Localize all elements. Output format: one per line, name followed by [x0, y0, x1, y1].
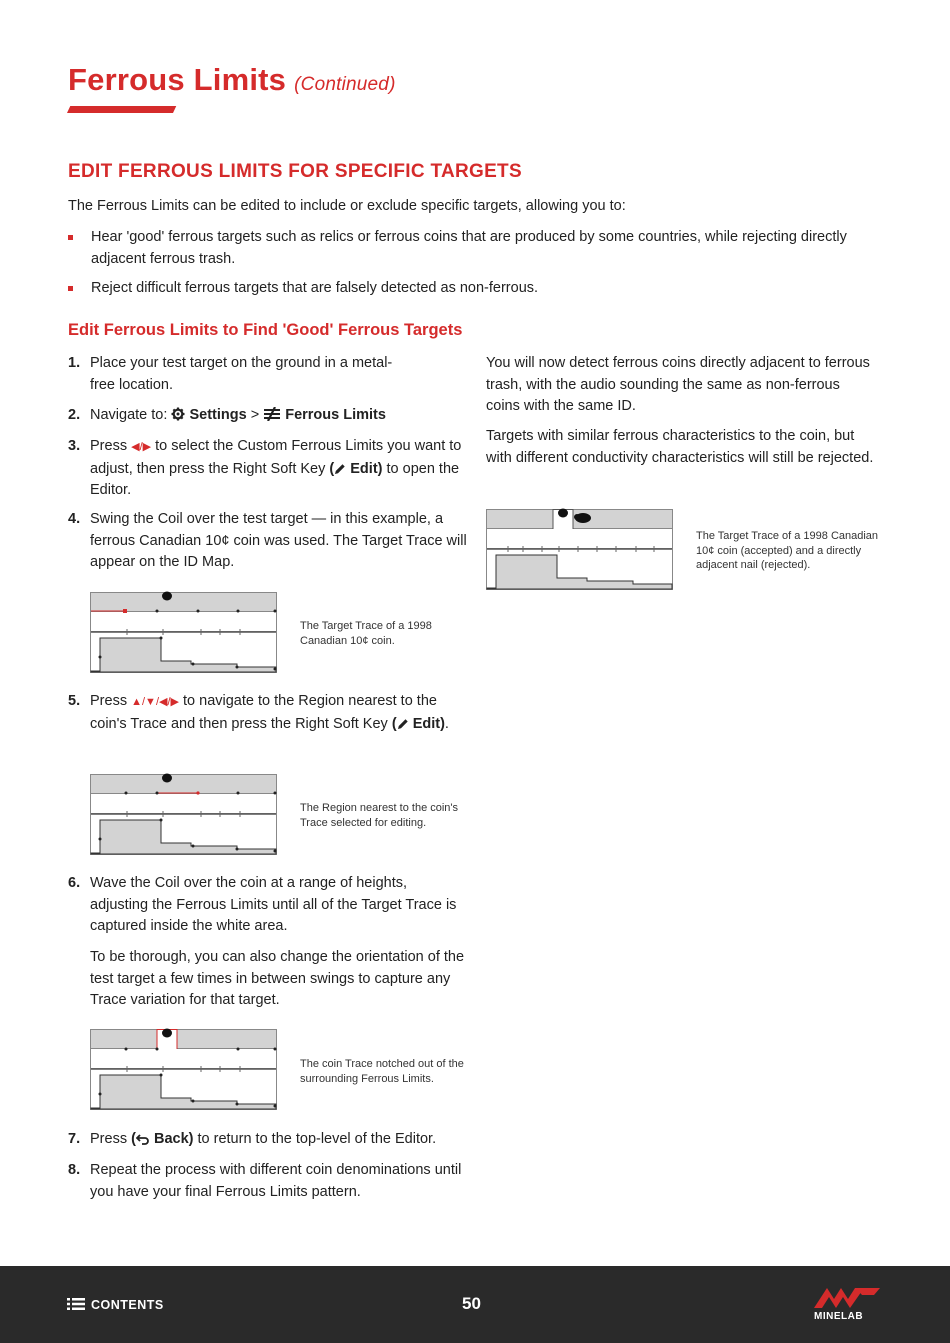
key-bracket: ( — [329, 460, 335, 477]
right-paragraph-2: Targets with similar ferrous characteristics to the coin, but with different conductivity characteristics will still be rejected. — [486, 428, 874, 466]
step-text: . — [444, 715, 449, 732]
step-text: to navigate to the Region nearest to the coin's Trace and then press the Right Soft Key — [90, 693, 437, 732]
step-number: 7. — [68, 1131, 81, 1147]
step-text: Place your test target on the ground in a metal-free location. — [90, 355, 393, 393]
ferrous-limits-menu-label: Ferrous Limits — [285, 407, 386, 423]
right-paragraph-1: You will now detect ferrous coins directly adjacent to ferrous trash, with the audio sounding the same as non-ferrous coins with the same ID. — [486, 355, 870, 414]
bullet-marker — [68, 286, 73, 291]
id-map-figure-1 — [90, 591, 278, 675]
brand-name: MINELAB — [814, 1311, 864, 1322]
gear-icon — [171, 407, 185, 421]
step-number: 4. — [68, 511, 81, 527]
step-2 — [68, 405, 468, 427]
step-number: 2. — [68, 407, 81, 423]
intro-paragraph: The Ferrous Limits can be edited to include or exclude specific targets, allowing you to: — [68, 198, 626, 214]
step-number: 3. — [68, 438, 81, 454]
key-bracket: ( — [391, 715, 397, 732]
step-1 — [68, 353, 398, 396]
step-text: Navigate to: — [90, 407, 168, 423]
pencil-icon — [334, 463, 346, 475]
edit-key-label: Edit) — [350, 460, 383, 477]
figure-caption-4: The Target Trace of a 1998 Canadian 10¢ coin (accepted) and a directly adjacent nail (rejected). — [696, 530, 879, 571]
step-number: 5. — [68, 693, 81, 709]
step-6-extra: To be thorough, you can also change the orientation of the test target a few times in between swings to capture any Trace variation for that target. — [90, 949, 465, 1008]
step-text: Press — [90, 438, 128, 454]
step-number: 6. — [68, 875, 81, 891]
step-text: Press — [90, 1131, 128, 1147]
subheading: Edit Ferrous Limits to Find 'Good' Ferrous Targets — [68, 321, 463, 339]
page-title-text: Ferrous Limits — [68, 62, 287, 97]
step-text: Wave the Coil over the coin at a range of heights, adjusting the Ferrous Limits until all of the Target Trace is captured inside the white area. — [90, 875, 457, 934]
step-text: Repeat the process with different coin denominations until you have your final Ferrous Limits pattern. — [90, 1162, 462, 1200]
step-6 — [68, 873, 468, 938]
id-map-figure-3 — [90, 1028, 278, 1112]
bullet-marker — [68, 235, 73, 240]
step-number: 8. — [68, 1162, 81, 1178]
bullet-text: Hear 'good' ferrous targets such as relics or ferrous coins that are produced by some countries, while rejecting directly adjacent ferrous trash. — [91, 229, 847, 267]
id-map-figure-4 — [486, 508, 674, 592]
arrow-keys-icon: ◀/▶ — [131, 441, 152, 453]
path-separator: > — [250, 407, 260, 423]
figure-caption-1: The Target Trace of a 1998 Canadian 10¢ coin. — [300, 620, 432, 647]
settings-menu-label: Settings — [189, 407, 247, 423]
step-number: 1. — [68, 355, 81, 371]
bullet-text: Reject difficult ferrous targets that are falsely detected as non-ferrous. — [91, 280, 539, 296]
figure-caption-2: The Region nearest to the coin's Trace selected for editing. — [300, 802, 459, 829]
edit-key-label: Edit) — [412, 715, 445, 732]
page-number: 50 — [462, 1294, 481, 1313]
minelab-logo — [812, 1286, 884, 1321]
key-bracket: ( — [131, 1131, 136, 1147]
page-title-continued: (Continued) — [294, 74, 396, 95]
pencil-icon — [397, 718, 409, 730]
ferrous-limits-icon — [263, 407, 281, 421]
step-7 — [68, 1129, 468, 1151]
arrow-keys-icon: ▲/▼/◀/▶ — [131, 696, 179, 708]
step-4 — [68, 509, 468, 574]
step-text: to select the Custom Ferrous Limits you want to adjust, then press the Right Soft Key — [90, 438, 462, 477]
list-icon — [67, 1297, 85, 1311]
id-map-figure-2 — [90, 773, 278, 857]
bullet-item — [68, 278, 888, 300]
contents-link[interactable] — [67, 1297, 164, 1312]
page-footer — [0, 1266, 950, 1343]
step-text: to open the Editor. — [90, 460, 460, 498]
step-text: Swing the Coil over the test target — in this example, a ferrous Canadian 10¢ coin was used. The Target Trace will appear on the ID Map. — [90, 511, 467, 570]
section-heading: EDIT FERROUS LIMITS FOR SPECIFIC TARGETS — [68, 161, 522, 182]
step-text: to return to the top-level of the Editor. — [197, 1131, 437, 1147]
figure-caption-3: The coin Trace notched out of the surrounding Ferrous Limits. — [300, 1058, 464, 1085]
page-title — [68, 62, 396, 98]
step-5 — [68, 691, 468, 735]
back-arrow-icon — [136, 1133, 150, 1145]
bullet-item — [68, 227, 888, 270]
step-8 — [68, 1160, 468, 1203]
step-3 — [68, 436, 468, 502]
step-text: Press — [90, 693, 128, 709]
contents-label: CONTENTS — [91, 1298, 164, 1312]
title-underline — [67, 106, 176, 113]
back-key-label: Back) — [153, 1131, 194, 1147]
